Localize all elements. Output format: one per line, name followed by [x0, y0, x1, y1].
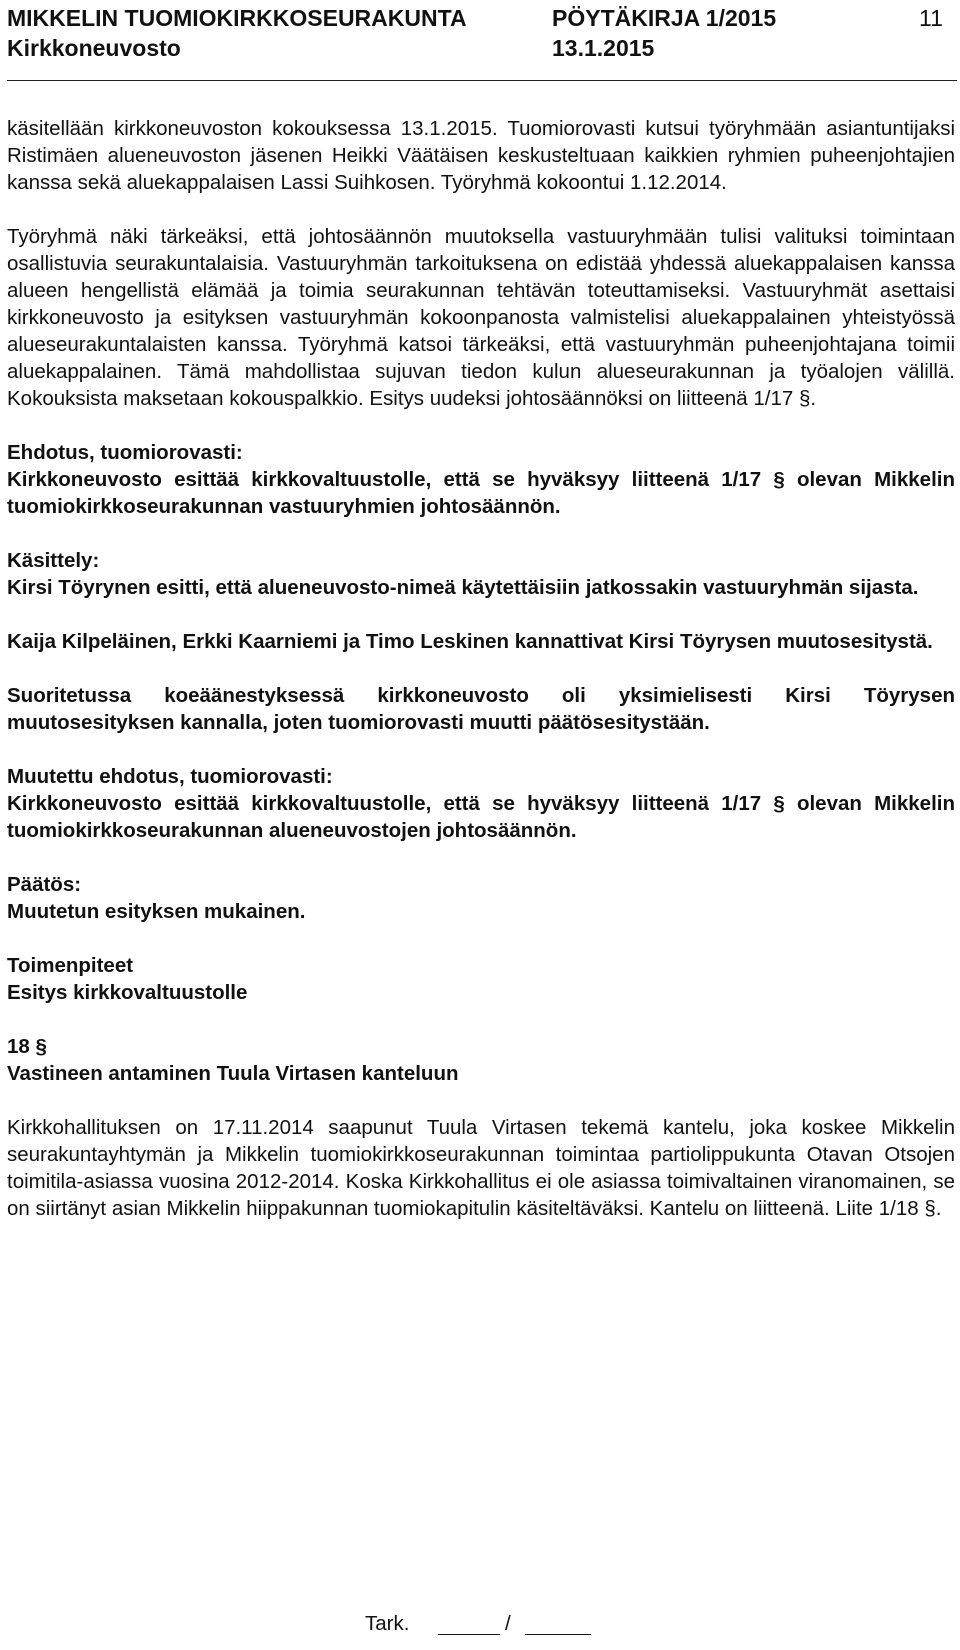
initials-line-2 — [525, 1612, 591, 1635]
working-group-paragraph: Työryhmä näki tärkeäksi, että johtosäännön muutoksella vastuuryhmään tulisi valituksi toimintaan osallistuvia seurakuntalaisia. Vastuuryhmän tarkoituksena on edistää yhdessä aluekappalaisen kanssa alueen hengellistä elämää ja toimia seurakunnan tehtävän toteuttamiseksi. Vastuuryhmät asettaisi kirkkoneuvosto ja esityksen vastuuryhmän kokoonpanosta valmistelisi aluekappalainen yhteistyössä alueseurakuntalaisten kanssa. Työryhmä katsoi tärkeäksi, että vastuuryhmän puheenjohtajana toimii aluekappalainen. Tämä mahdollistaa sujuvan tiedon kulun alueseurakunnan ja työalojen välillä. Kokouksista maksetaan kokouspalkkio. Esitys uudeksi johtosäännöksi on liitteenä 1/17 §. — [7, 225, 955, 410]
decision-text: Muutetun esityksen mukainen. — [7, 900, 306, 923]
section-title: Vastineen antaminen Tuula Virtasen kanteluun — [7, 1062, 459, 1085]
proposal-text: Kirkkoneuvosto esittää kirkkovaltuustolle, että se hyväksyy liitteenä 1/17 § olevan Mikkelin tuomiokirkkoseurakunnan vastuuryhmien johtosäännön. — [7, 468, 955, 518]
intro-paragraph: käsitellään kirkkoneuvoston kokouksessa 13.1.2015. Tuomiorovasti kutsui työryhmään asiantuntijaksi Ristimäen alueneuvoston jäsenen Heikki Väätäisen keskusteltuaan kaikkien ryhmien puheenjohtajien kanssa sekä aluekappalaisen Lassi Suihkosen. Työryhmä kokoontui 1.12.2014. — [7, 117, 955, 194]
initials-separator: / — [505, 1612, 511, 1635]
handling-text-1: Kirsi Töyrynen esitti, että alueneuvosto-nimeä käytettäisiin jatkossakin vastuuryhmän sijasta. — [7, 576, 919, 599]
document-title: PÖYTÄKIRJA 1/2015 — [552, 5, 777, 31]
handling-text-3: Suoritetussa koeäänestyksessä kirkkoneuvosto oli yksimielisesti Kirsi Töyrysen muutosesityksen kannalla, joten tuomiorovasti muutti päätösesitystään. — [7, 684, 955, 734]
actions-text: Esitys kirkkovaltuustolle — [7, 981, 248, 1004]
handling-label: Käsittely: — [7, 549, 100, 572]
initials-line-1 — [438, 1612, 500, 1635]
amended-proposal-label: Muutettu ehdotus, tuomiorovasti: — [7, 765, 333, 788]
handling-text-2: Kaija Kilpeläinen, Erkki Kaarniemi ja Timo Leskinen kannattivat Kirsi Töyrysen muutosesitystä. — [7, 630, 933, 653]
meeting-body: Kirkkoneuvosto — [7, 35, 181, 61]
review-label: Tark. — [365, 1612, 410, 1635]
proposal-label: Ehdotus, tuomiorovasti: — [7, 441, 243, 464]
organization-name: MIKKELIN TUOMIOKIRKKOSEURAKUNTA — [7, 5, 467, 31]
section-number: 18 § — [7, 1035, 47, 1058]
amended-proposal-text: Kirkkoneuvosto esittää kirkkovaltuustolle, että se hyväksyy liitteenä 1/17 § olevan Mikkelin tuomiokirkkoseurakunnan alueneuvostojen johtosäännön. — [7, 792, 955, 842]
actions-label: Toimenpiteet — [7, 954, 134, 977]
decision-label: Päätös: — [7, 873, 82, 896]
section-paragraph: Kirkkohallituksen on 17.11.2014 saapunut Tuula Virtasen tekemä kantelu, joka koskee Mikkelin seurakuntayhtymän ja Mikkelin tuomiokirkkoseurakunnan toimintaa partiolippukunta Otavan Otsojen toimitila-asiassa vuosina 2012-2014. Koska Kirkkohallitus ei ole asiassa toimivaltainen viranomainen, se on siirtänyt asian Mikkelin hiippakunnan tuomiokapitulin käsiteltäväksi. Kantelu on liitteenä. Liite 1/18 §. — [7, 1116, 955, 1220]
meeting-date: 13.1.2015 — [552, 35, 655, 61]
header-divider — [7, 80, 957, 81]
document-body — [7, 115, 955, 1222]
page-number: 11 — [919, 5, 943, 31]
